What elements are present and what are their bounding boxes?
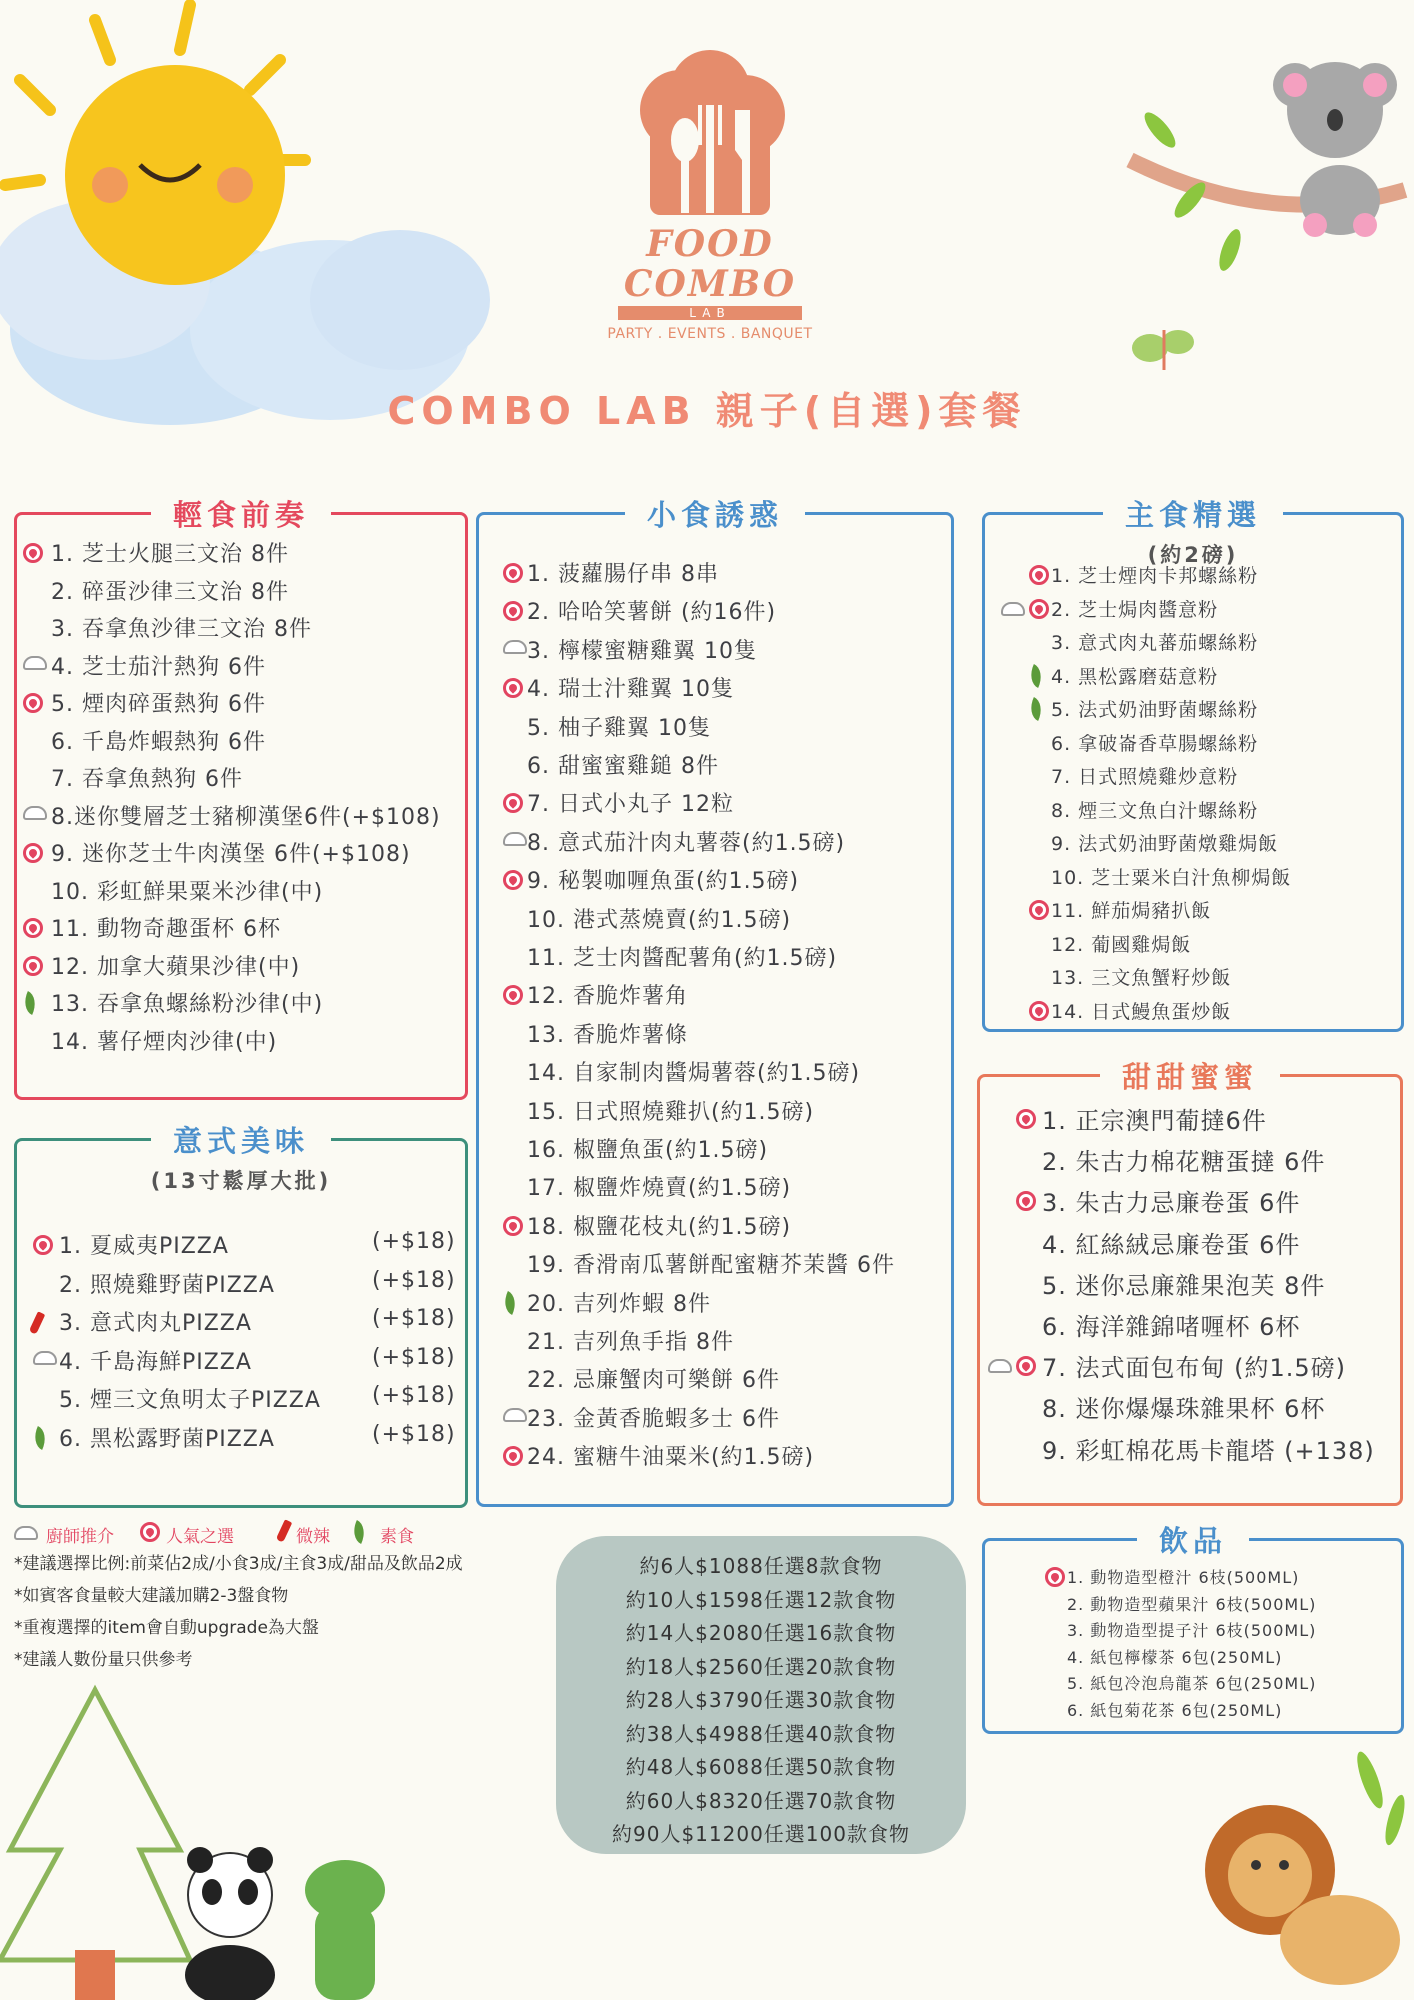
- menu-item: 10. 港式蒸燒賣(約1.5磅): [527, 907, 792, 933]
- price-package: 約60人$8320任選70款食物: [625, 1788, 897, 1813]
- section-light-meals: [14, 498, 468, 1100]
- price-package: 約38人$4988任選40款食物: [625, 1721, 897, 1746]
- logo-combo: COMBO: [623, 263, 797, 305]
- heart-icon: [503, 793, 523, 813]
- menu-item: 1. 正宗澳門葡撻6件: [1042, 1107, 1267, 1135]
- menu-item: 2. 照燒雞野菌PIZZA: [59, 1272, 275, 1298]
- menu-item: 5. 法式奶油野菌螺絲粉: [1051, 699, 1259, 721]
- section-main-dishes: [982, 498, 1404, 1032]
- leaf-icon: [19, 991, 40, 1015]
- note-line: *建議選擇比例:前菜佔2成/小食3成/主食3成/甜品及飲品2成: [14, 1554, 463, 1574]
- menu-item: 3. 意式肉丸PIZZA: [59, 1311, 252, 1336]
- menu-item: 4. 瑞士汁雞翼 10隻: [527, 677, 734, 703]
- menu-item: 9. 法式奶油野菌燉雞焗飯: [1051, 833, 1279, 855]
- leaf-icon: [1025, 663, 1046, 687]
- price-package: 約14人$2080任選16款食物: [625, 1621, 897, 1645]
- menu-item: 1. 芝士火腿三文治 8件: [51, 542, 289, 567]
- menu-item: 14. 自家制肉醬焗薯蓉(約1.5磅): [527, 1061, 861, 1087]
- menu-item: 14. 日式鰻魚蛋炒飯: [1051, 1000, 1232, 1023]
- chef-hat-icon: [23, 656, 47, 670]
- heart-icon: [33, 1235, 53, 1255]
- section-title-snack: 小食誘惑: [625, 498, 805, 532]
- heart-icon: [23, 918, 43, 938]
- heart-icon: [503, 870, 523, 890]
- menu-item: 9. 迷你芝士牛肉漢堡 6件(+$108): [51, 842, 411, 867]
- heart-icon: [1029, 565, 1049, 585]
- chef-hat-logo-icon: [610, 50, 810, 220]
- heart-icon: [23, 693, 43, 713]
- menu-item: 8.迷你雙層芝士豬柳漢堡6件(+$108): [51, 804, 441, 830]
- price-package: 約6人$1088任選8款食物: [639, 1554, 883, 1578]
- heart-icon: [1016, 1191, 1036, 1211]
- menu-item: 8. 煙三文魚白汁螺絲粉: [1051, 799, 1259, 822]
- menu-item: 3. 意式肉丸蕃茄螺絲粉: [1051, 632, 1259, 654]
- menu-item: 2. 芝士焗肉醬意粉: [1051, 598, 1219, 621]
- chef-hat-icon: [988, 1359, 1012, 1373]
- section-drinks: [982, 1524, 1404, 1734]
- note-line: *建議人數份量只供參考: [14, 1650, 193, 1670]
- heart-icon: [23, 843, 43, 863]
- heart-icon: [1029, 900, 1049, 920]
- menu-item: 12. 葡國雞焗飯: [1051, 933, 1192, 956]
- heart-icon: [1029, 1001, 1049, 1021]
- menu-item: 1. 動物造型橙汁 6枝(500ML): [1067, 1568, 1300, 1587]
- logo-food: FOOD: [646, 223, 774, 265]
- koala-illustration: [1120, 40, 1410, 300]
- menu-item: 13. 香脆炸薯條: [527, 1022, 688, 1048]
- price-surcharge: (+$18): [372, 1229, 456, 1254]
- menu-item: 8. 迷你爆爆珠雜果杯 6杯: [1042, 1395, 1326, 1424]
- menu-item: 7. 吞拿魚熱狗 6件: [51, 767, 243, 792]
- price-package: 約18人$2560任選20款食物: [625, 1654, 897, 1679]
- menu-item: 8. 意式茄汁肉丸薯蓉(約1.5磅): [527, 830, 846, 856]
- chili-icon: [29, 1311, 46, 1334]
- page-title: COMBO LAB 親子(自選)套餐: [387, 389, 1027, 433]
- menu-item: 2. 朱古力棉花糖蛋撻 6件: [1042, 1148, 1326, 1177]
- price-package: 約90人$11200任選100款食物: [612, 1822, 910, 1846]
- menu-item: 11. 芝士肉醬配薯角(約1.5磅): [527, 946, 838, 971]
- menu-item: 7. 日式照燒雞炒意粉: [1051, 766, 1239, 788]
- menu-item: 21. 吉列魚手指 8件: [527, 1330, 734, 1355]
- heart-icon: [503, 563, 523, 583]
- menu-item: 9. 秘製咖喱魚蛋(約1.5磅): [527, 869, 800, 895]
- menu-item: 13. 吞拿魚螺絲粉沙律(中): [51, 992, 324, 1017]
- menu-item: 7. 法式面包布甸 (約1.5磅): [1042, 1354, 1347, 1383]
- menu-item: 23. 金黃香脆蝦多士 6件: [527, 1406, 780, 1432]
- chef-hat-icon: [33, 1351, 57, 1365]
- price-package: 約10人$1598任選12款食物: [625, 1587, 897, 1612]
- menu-item: 6. 海洋雜錦啫喱杯 6杯: [1042, 1313, 1301, 1341]
- heart-icon: [503, 985, 523, 1005]
- heart-icon: [1016, 1109, 1036, 1129]
- section-snacks: [476, 498, 954, 1507]
- menu-item: 5. 紙包冷泡烏龍茶 6包(250ML): [1067, 1674, 1317, 1693]
- logo: [600, 50, 820, 342]
- menu-item: 9. 彩虹棉花馬卡龍塔 (+138): [1042, 1436, 1375, 1465]
- menu-item: 3. 吞拿魚沙律三文治 8件: [51, 617, 312, 642]
- menu-item: 6. 紙包菊花茶 6包(250ML): [1067, 1700, 1283, 1720]
- note-line: *重複選擇的item會自動upgrade為大盤: [14, 1618, 319, 1638]
- heart-icon: [503, 1216, 523, 1236]
- section-italian: [14, 1124, 468, 1508]
- menu-item: 7. 日式小丸子 12粒: [527, 792, 734, 818]
- chef-hat-icon: [503, 640, 527, 654]
- price-package: 約28人$3790任選30款食物: [625, 1688, 897, 1712]
- menu-item: 4. 紅絲絨忌廉卷蛋 6件: [1042, 1230, 1301, 1259]
- section-title-dessert: 甜甜蜜蜜: [1100, 1060, 1280, 1094]
- menu-item: 16. 椒鹽魚蛋(約1.5磅): [527, 1138, 769, 1163]
- menu-item: 10. 彩虹鮮果粟米沙律(中): [51, 879, 324, 905]
- leaf-icon: [1025, 697, 1046, 721]
- legend-chef-label: 廚師推介: [46, 1527, 114, 1547]
- menu-item: 6. 千島炸蝦熱狗 6件: [51, 729, 266, 755]
- menu-item: 24. 蜜糖牛油粟米(約1.5磅): [527, 1445, 815, 1471]
- chef-hat-icon: [503, 832, 527, 846]
- menu-item: 1. 夏威夷PIZZA: [59, 1234, 229, 1259]
- menu-item: 4. 芝士茄汁熱狗 6件: [51, 654, 266, 680]
- menu-item: 22. 忌廉蟹肉可樂餅 6件: [527, 1368, 780, 1394]
- lion-illustration: [1190, 1740, 1414, 2000]
- logo-tagline: PARTY . EVENTS . BANQUET: [607, 326, 813, 342]
- price-package: 約48人$6088任選50款食物: [625, 1755, 897, 1779]
- menu-item: 1. 芝士煙肉卡邦螺絲粉: [1051, 565, 1259, 587]
- main-subtitle: (約2磅): [1147, 543, 1239, 567]
- heart-icon: [503, 678, 523, 698]
- menu-item: 3. 動物造型提子汁 6枝(500ML): [1067, 1621, 1317, 1640]
- section-desserts: [977, 1060, 1403, 1506]
- butterfly-icon: [1130, 320, 1200, 380]
- heart-icon: [1016, 1356, 1036, 1376]
- note-line: *如賓客食量較大建議加購2-3盤食物: [14, 1586, 289, 1606]
- menu-item: 5. 煙三文魚明太子PIZZA: [59, 1388, 321, 1413]
- section-title-main: 主食精選: [1103, 498, 1283, 532]
- heart-icon: [1029, 599, 1049, 619]
- menu-item: 1. 菠蘿腸仔串 8串: [527, 562, 719, 587]
- menu-item: 2. 哈哈笑薯餅 (約16件): [527, 600, 777, 626]
- section-title-italian: 意式美味: [151, 1124, 331, 1158]
- menu-item: 15. 日式照燒雞扒(約1.5磅): [527, 1099, 815, 1125]
- menu-item: 3. 檸檬蜜糖雞翼 10隻: [527, 638, 757, 664]
- menu-item: 5. 柚子雞翼 10隻: [527, 715, 711, 741]
- legend-chef-icon: [14, 1526, 38, 1540]
- notes-list: [14, 1548, 463, 1676]
- legend-popular-icon: [140, 1522, 160, 1542]
- leaf-icon: [29, 1425, 50, 1449]
- legend-veg-label: 素食: [380, 1527, 414, 1547]
- menu-item: 4. 黑松露磨菇意粉: [1051, 665, 1219, 688]
- menu-item: 2. 碎蛋沙律三文治 8件: [51, 579, 289, 605]
- section-title-drinks: 飲品: [1137, 1524, 1249, 1558]
- menu-item: 11. 鮮茄焗豬扒飯: [1051, 900, 1212, 922]
- heart-icon: [23, 956, 43, 976]
- price-surcharge: (+$18): [372, 1421, 456, 1447]
- menu-item: 17. 椒鹽炸燒賣(約1.5磅): [527, 1176, 792, 1202]
- heart-icon: [23, 543, 43, 563]
- section-title-light: 輕食前奏: [151, 498, 331, 532]
- menu-item: 18. 椒鹽花枝丸(約1.5磅): [527, 1214, 792, 1240]
- legend-spicy-icon: [276, 1519, 293, 1542]
- menu-item: 13. 三文魚蟹籽炒飯: [1051, 967, 1232, 989]
- menu-item: 12. 香脆炸薯角: [527, 984, 688, 1010]
- menu-item: 5. 煙肉碎蛋熱狗 6件: [51, 692, 266, 717]
- heart-icon: [503, 1446, 523, 1466]
- price-surcharge: (+$18): [372, 1306, 456, 1331]
- legend-popular-label: 人氣之選: [166, 1527, 234, 1547]
- price-package-panel: [556, 1536, 966, 1854]
- heart-icon: [1045, 1567, 1065, 1587]
- menu-item: 6. 拿破崙香草腸螺絲粉: [1051, 732, 1259, 755]
- menu-item: 6. 黑松露野菌PIZZA: [59, 1426, 275, 1452]
- legend-spicy-label: 微辣: [296, 1527, 330, 1547]
- tree-panda-crocodile-illustration: [0, 1680, 440, 2000]
- leaf-icon: [499, 1291, 520, 1315]
- logo-lab: LAB: [618, 306, 802, 320]
- chef-hat-icon: [1001, 602, 1025, 616]
- price-surcharge: (+$18): [372, 1344, 456, 1370]
- price-surcharge: (+$18): [372, 1383, 456, 1408]
- menu-item: 6. 甜蜜蜜雞鎚 8件: [527, 754, 719, 779]
- menu-item: 3. 朱古力忌廉卷蛋 6件: [1042, 1189, 1301, 1218]
- menu-item: 20. 吉列炸蝦 8件: [527, 1291, 711, 1317]
- menu-item: 12. 加拿大蘋果沙律(中): [51, 954, 301, 980]
- menu-item: 19. 香滑南瓜薯餅配蜜糖芥茉醬 6件: [527, 1253, 895, 1279]
- heart-icon: [503, 601, 523, 621]
- chef-hat-icon: [23, 806, 47, 820]
- menu-item: 14. 薯仔煙肉沙律(中): [51, 1029, 278, 1055]
- menu-item: 4. 千島海鮮PIZZA: [59, 1349, 252, 1375]
- menu-item: 11. 動物奇趣蛋杯 6杯: [51, 917, 281, 942]
- price-surcharge: (+$18): [372, 1267, 456, 1293]
- menu-item: 10. 芝士粟米白汁魚柳焗飯: [1051, 866, 1292, 889]
- chef-hat-icon: [503, 1408, 527, 1422]
- menu-item: 2. 動物造型蘋果汁 6枝(500ML): [1067, 1594, 1317, 1614]
- menu-item: 4. 紙包檸檬茶 6包(250ML): [1067, 1647, 1283, 1667]
- menu-item: 5. 迷你忌廉雜果泡芙 8件: [1042, 1271, 1326, 1300]
- italian-subtitle: (13寸鬆厚大批): [150, 1169, 332, 1193]
- legend-veg-icon: [348, 1520, 369, 1544]
